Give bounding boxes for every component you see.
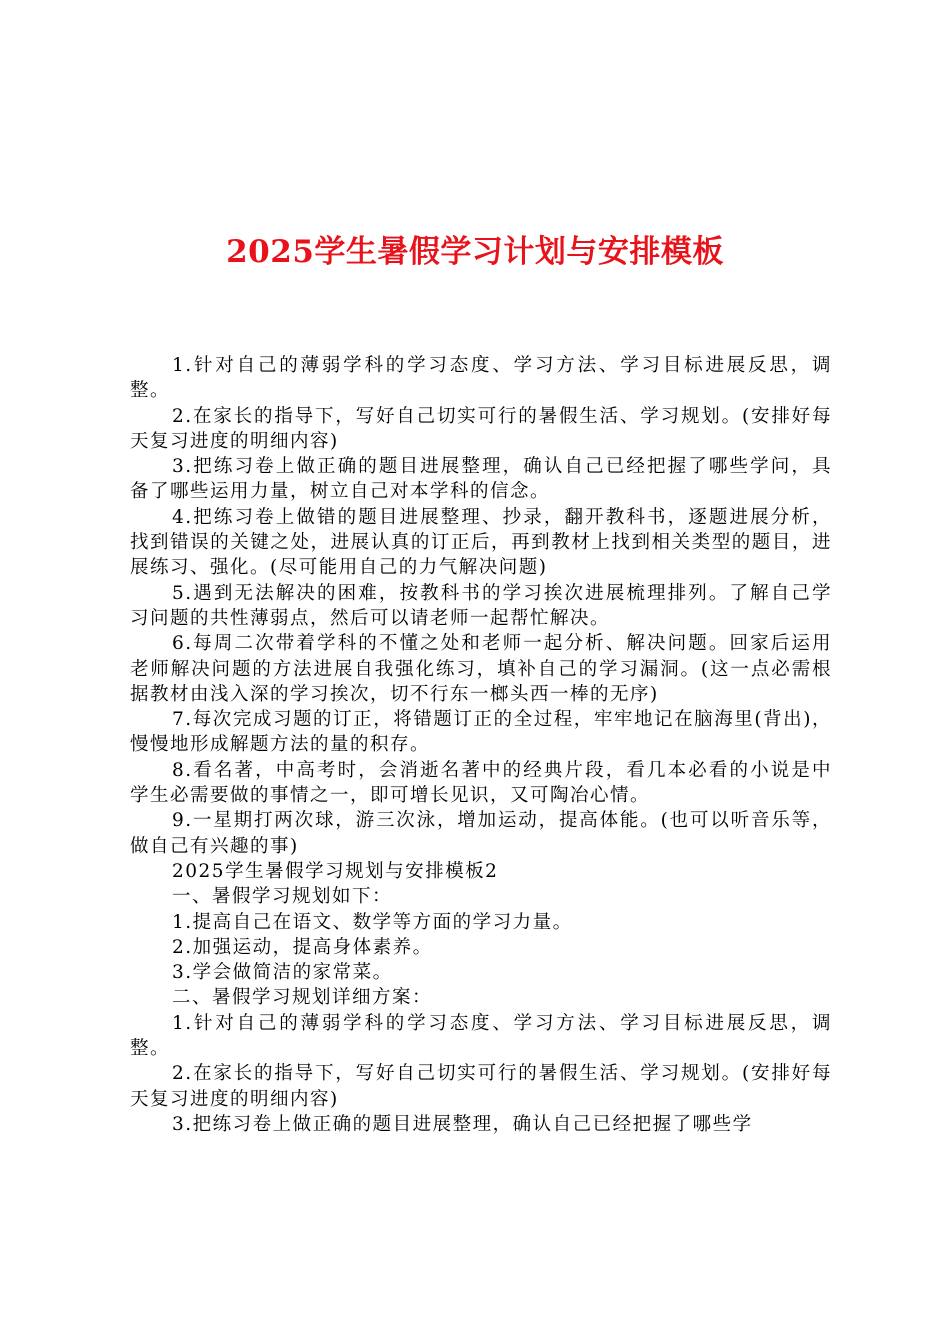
section-heading-plan: 一、暑假学习规划如下：	[172, 886, 393, 908]
section-heading-detail: 二、暑假学习规划详细方案：	[172, 987, 433, 1009]
paragraph-7: 7.每次完成习题的订正，将错题订正的全过程，牢牢地记在脑海里(背出)，慢慢地形成解题方法的量的积存。	[130, 709, 832, 756]
detail-item-3: 3.把练习卷上做正确的题目进展整理，确认自己已经把握了哪些学	[172, 1113, 753, 1135]
paragraph-5: 5.遇到无法解决的困难，按教科书的学习挨次进展梳理排列。了解自己学习问题的共性薄弱点，然后可以请老师一起帮忙解决。	[130, 582, 832, 629]
paragraph-9: 9.一星期打两次球，游三次泳，增加运动，提高体能。(也可以听音乐等，做自己有兴趣的事)	[130, 810, 832, 857]
detail-item-2: 2.在家长的指导下，写好自己切实可行的暑假生活、学习规划。(安排好每天复习进度的明细内容)	[130, 1063, 832, 1110]
paragraph-6: 6.每周二次带着学科的不懂之处和老师一起分析、解决问题。回家后运用老师解决问题的方法进展自我强化练习，填补自己的学习漏洞。(这一点必需根据教材由浅入深的学习挨次，切不行东一榔头西一棒的无序)	[130, 633, 832, 705]
paragraph-8: 8.看名著，中高考时，会消逝名著中的经典片段，看几本必看的小说是中学生必需要做的事情之一，即可增长见识，又可陶冶心情。	[130, 759, 832, 807]
document-body	[130, 353, 832, 1137]
paragraph-4: 4.把练习卷上做错的题目进展整理、抄录，翻开教科书，逐题进展分析，找到错误的关键之处，进展认真的订正后，再到教材上找到相关类型的题目，进展练习、强化。(尽可能用自己的力气解决问题)	[130, 506, 832, 579]
section-heading-template-2: 2025学生暑假学习规划与安排模板2	[172, 860, 499, 882]
paragraph-2: 2.在家长的指导下，写好自己切实可行的暑假生活、学习规划。(安排好每天复习进度的明细内容)	[130, 405, 832, 452]
detail-item-1: 1.针对自己的薄弱学科的学习态度、学习方法、学习目标进展反思，调整。	[130, 1012, 832, 1060]
plan-item-1: 1.提高自己在语文、数学等方面的学习力量。	[172, 911, 573, 933]
plan-item-2: 2.加强运动，提高身体素养。	[172, 936, 433, 958]
paragraph-1: 1.针对自己的薄弱学科的学习态度、学习方法、学习目标进展反思，调整。	[130, 355, 832, 402]
paragraph-3: 3.把练习卷上做正确的题目进展整理，确认自己已经把握了哪些学问，具备了哪些运用力量，树立自己对本学科的信念。	[130, 456, 832, 503]
document-title: 2025学生暑假学习计划与安排模板	[226, 233, 724, 270]
plan-item-3: 3.学会做简洁的家常菜。	[172, 962, 393, 984]
